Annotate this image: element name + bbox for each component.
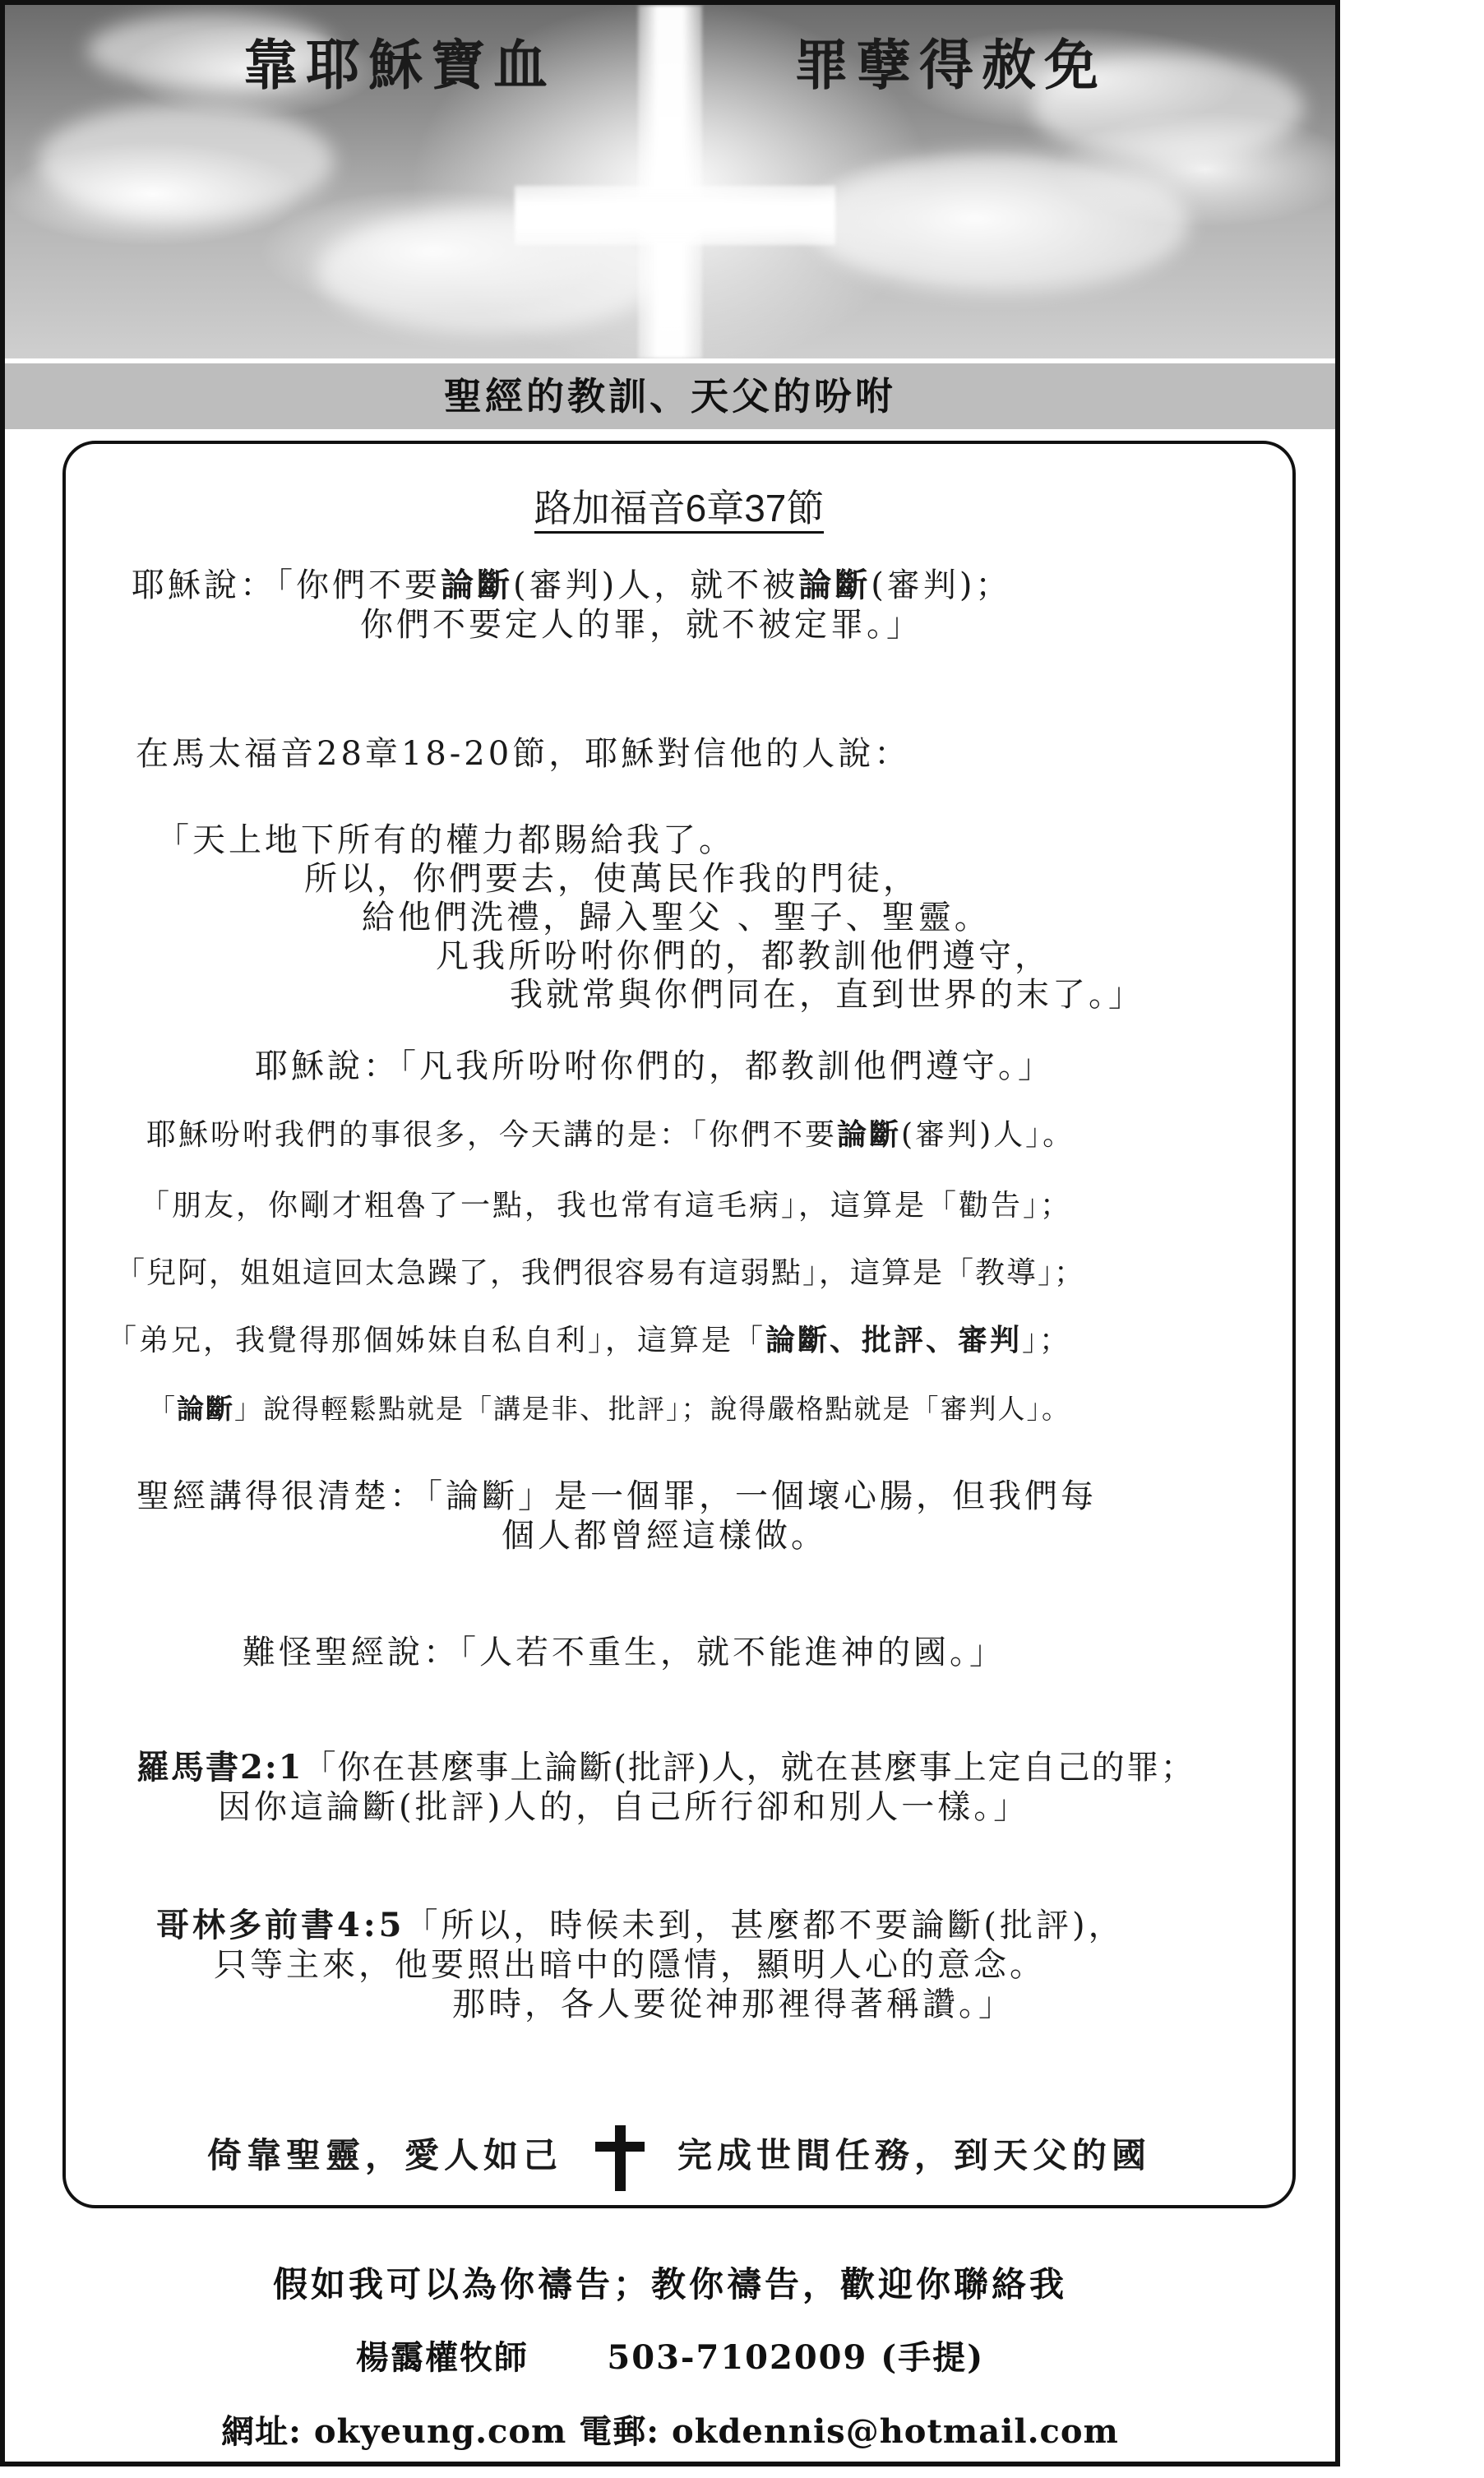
subtitle-bar: 聖經的教訓、天父的吩咐 [5, 363, 1335, 429]
corinthians-line3: 那時，各人要從神那裡得著稱讚。」 [452, 1986, 1015, 2023]
paragraph-luke-line2: 你們不要定人的罪，就不被定罪。」 [360, 606, 922, 644]
email-link[interactable]: okdennis@hotmail.com [672, 2412, 1119, 2451]
cross-icon [595, 2125, 645, 2191]
phone-note: (手提) [881, 2338, 985, 2377]
quote-line-2: 所以，你們要去，使萬民作我的門徒， [304, 860, 919, 898]
closing-motto [66, 2125, 1292, 2191]
email-label: 電郵: [579, 2412, 660, 2451]
closing-right: 完成世間任務，到天父的國 [677, 2135, 1152, 2175]
message-box [62, 441, 1296, 2208]
romans-line1: 羅馬書2:1「你在甚麼事上論斷(批評)人，就在甚麼事上定自己的罪； [136, 1748, 1195, 1787]
paragraph-luke-line1: 耶穌說：「你們不要論斷(審判)人，就不被論斷(審判)； [132, 566, 1012, 604]
website-label: 網址: [221, 2412, 302, 2451]
paragraph-rebirth: 難怪聖經說：「人若不重生，就不能進神的國。」 [243, 1634, 1006, 1671]
phone-number[interactable]: 503-7102009 [607, 2338, 868, 2377]
closing-left: 倚靠聖靈，愛人如己 [206, 2135, 562, 2175]
cross-light-vertical [638, 5, 702, 358]
footer-contact [5, 2332, 1335, 2379]
pastor-name: 楊靄權牧師 [355, 2338, 529, 2377]
paragraph-command: 耶穌說：「凡我所吩咐你們的，都教訓他們遵守。」 [255, 1047, 1054, 1085]
scripture-reference: 路加福音6章37節 [66, 478, 1292, 533]
paragraph-today: 耶穌吩咐我們的事很多，今天講的是：「你們不要論斷(審判)人」。 [146, 1117, 1075, 1152]
quote-line-3: 給他們洗禮，歸入聖父 、聖子、聖靈。 [362, 899, 991, 936]
website-link[interactable]: okyeung.com [313, 2412, 567, 2451]
quote-line-1: 「天上地下所有的權力都賜給我了。 [156, 821, 735, 859]
cross-light-horizontal [515, 186, 835, 245]
header-banner [5, 5, 1335, 358]
quote-line-4: 凡我所吩咐你們的，都教訓他們遵守， [436, 937, 1051, 975]
corinthians-line1: 哥林多前書4:5「所以，時候未到，甚麼都不要論斷(批評)， [156, 1906, 1125, 1944]
banner-title-right: 罪孽得赦免 [794, 33, 1107, 97]
paragraph-matthew-intro: 在馬太福音28章18-20節，耶穌對信他的人說： [136, 735, 911, 773]
quote-line-5: 我就常與你們同在，直到世界的末了。」 [510, 976, 1144, 1014]
romans-line2: 因你這論斷(批評)人的，自己所行卻和別人一樣。」 [218, 1788, 1030, 1826]
example-advice: 「朋友，你剛才粗魯了一點，我也常有這毛病」，這算是「勸告」； [140, 1189, 1073, 1223]
banner-title-left: 靠耶穌寶血 [243, 33, 556, 97]
definition-judging: 「論斷」說得輕鬆點就是「講是非、批評」；說得嚴格點就是「審判人」。 [148, 1393, 1070, 1425]
corinthians-line2: 只等主來，他要照出暗中的隱情，顯明人心的意念。 [214, 1946, 1046, 1984]
example-teaching: 「兒阿，姐姐這回太急躁了，我們很容易有這弱點」，這算是「教導」； [115, 1256, 1086, 1290]
paragraph-clear-line1: 聖經講得很清楚：「論斷」是一個罪，一個壞心腸，但我們每 [136, 1477, 1097, 1515]
paragraph-clear-line2: 個人都曾經這樣做。 [502, 1517, 827, 1555]
footer-web [5, 2406, 1335, 2453]
footer-invitation: 假如我可以為你禱告；教你禱告，歡迎你聯絡我 [272, 2264, 1067, 2305]
example-judging: 「弟兄，我覺得那個姊妹自私自利」，這算是「論斷、批評、審判」； [107, 1323, 1072, 1357]
